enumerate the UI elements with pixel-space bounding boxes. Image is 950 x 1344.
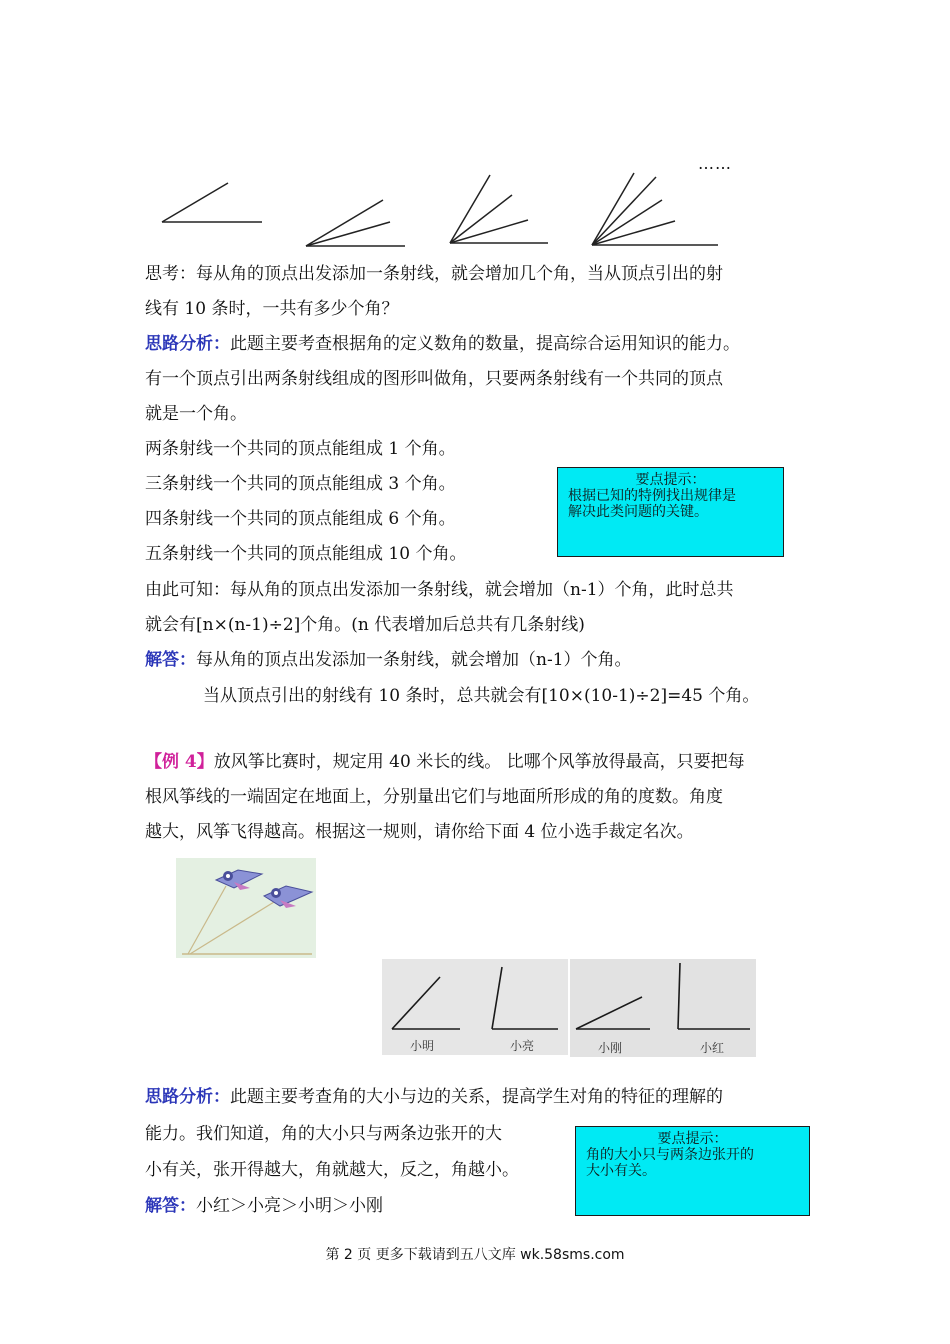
case-line: 三条射线一个共同的顶点能组成 3 个角。 (145, 474, 456, 494)
tip-text: 角的大小只与两条边张开的 (586, 1147, 754, 1163)
kite-icon (216, 870, 262, 890)
ellipsis: …… (698, 154, 732, 173)
think-line-1: 思考：每从角的顶点出发添加一条射线，就会增加几个角，当从顶点引出的射 (145, 264, 723, 284)
page-footer: 第 2 页 更多下载请到五八文库 wk.58sms.com (325, 1247, 625, 1263)
answer-text: 每从角的顶点出发添加一条射线，就会增加（n-1）个角。 (196, 650, 632, 670)
analysis-2-line-3: 小有关，张开得越大，角就越大，反之，角越小。 (145, 1160, 519, 1180)
angle-two-rays (162, 183, 262, 222)
tip-title: 要点提示： (635, 472, 706, 488)
tip-text: 解决此类问题的关键。 (568, 504, 708, 520)
analysis-label: 思路分析： (145, 334, 230, 354)
analysis-1-line-2: 有一个顶点引出两条射线组成的图形叫做角，只要两条射线有一个共同的顶点 (145, 369, 723, 389)
case-line: 两条射线一个共同的顶点能组成 1 个角。 (145, 439, 456, 459)
answer-2-line (145, 1196, 383, 1216)
tip-box-2 (575, 1126, 810, 1216)
tip-text: 大小有关。 (586, 1163, 656, 1179)
answer-label: 解答： (145, 650, 196, 670)
answer-1-line-2: 当从顶点引出的射线有 10 条时，总共就会有[10×(10-1)÷2]=45 个角。 (203, 686, 760, 706)
angle-diagrams (150, 165, 750, 255)
angle-photo-right (570, 959, 756, 1057)
angle-four-rays (450, 175, 548, 243)
analysis-1-line-1 (145, 334, 740, 354)
angle-label: 小明 (410, 1039, 435, 1053)
example-4-line-1 (145, 752, 745, 772)
analysis-label: 思路分析： (145, 1087, 230, 1107)
angle-label: 小刚 (598, 1041, 623, 1055)
conclusion-line-1: 由此可知：每从角的顶点出发添加一条射线，就会增加（n-1）个角，此时总共 (145, 580, 734, 600)
angle-label: 小红 (700, 1041, 725, 1055)
case-line: 四条射线一个共同的顶点能组成 6 个角。 (145, 509, 456, 529)
analysis-2-line-2: 能力。我们知道，角的大小只与两条边张开的大 (145, 1124, 502, 1144)
example-4-line-3: 越大，风筝飞得越高。根据这一规则，请你给下面 4 位小选手裁定名次。 (145, 822, 694, 842)
conclusion-line-2: 就会有[n×(n-1)÷2]个角。(n 代表增加后总共有几条射线) (145, 615, 585, 635)
angle-photo-left (382, 959, 568, 1055)
answer-text: 小红＞小亮＞小明＞小刚 (196, 1196, 383, 1216)
tip-box-1 (557, 467, 784, 557)
kite-picture (176, 858, 316, 958)
example-4-line-2: 根风筝线的一端固定在地面上，分别量出它们与地面所形成的角的度数。角度 (145, 787, 723, 807)
answer-1-line-1 (145, 650, 632, 670)
angle-five-rays (592, 173, 718, 245)
case-line: 五条射线一个共同的顶点能组成 10 个角。 (145, 544, 467, 564)
answer-label: 解答： (145, 1196, 196, 1216)
analysis-text: 此题主要考查角的大小与边的关系，提高学生对角的特征的理解的 (230, 1087, 723, 1107)
kite-icon (264, 886, 312, 908)
angle-label: 小亮 (510, 1039, 535, 1053)
angle-three-rays (306, 200, 405, 246)
analysis-1-line-3: 就是一个角。 (145, 404, 247, 424)
tip-text: 根据已知的特例找出规律是 (568, 488, 736, 504)
example-text: 放风筝比赛时，规定用 40 米长的线。 比哪个风筝放得最高，只要把每 (213, 752, 745, 772)
tip-title: 要点提示： (657, 1131, 728, 1147)
example-label: 【例 4】 (145, 752, 214, 772)
analysis-text: 此题主要考查根据角的定义数角的数量，提高综合运用知识的能力。 (230, 334, 740, 354)
analysis-2-line-1 (145, 1087, 723, 1107)
think-line-2: 线有 10 条时，一共有多少个角？ (145, 299, 399, 319)
